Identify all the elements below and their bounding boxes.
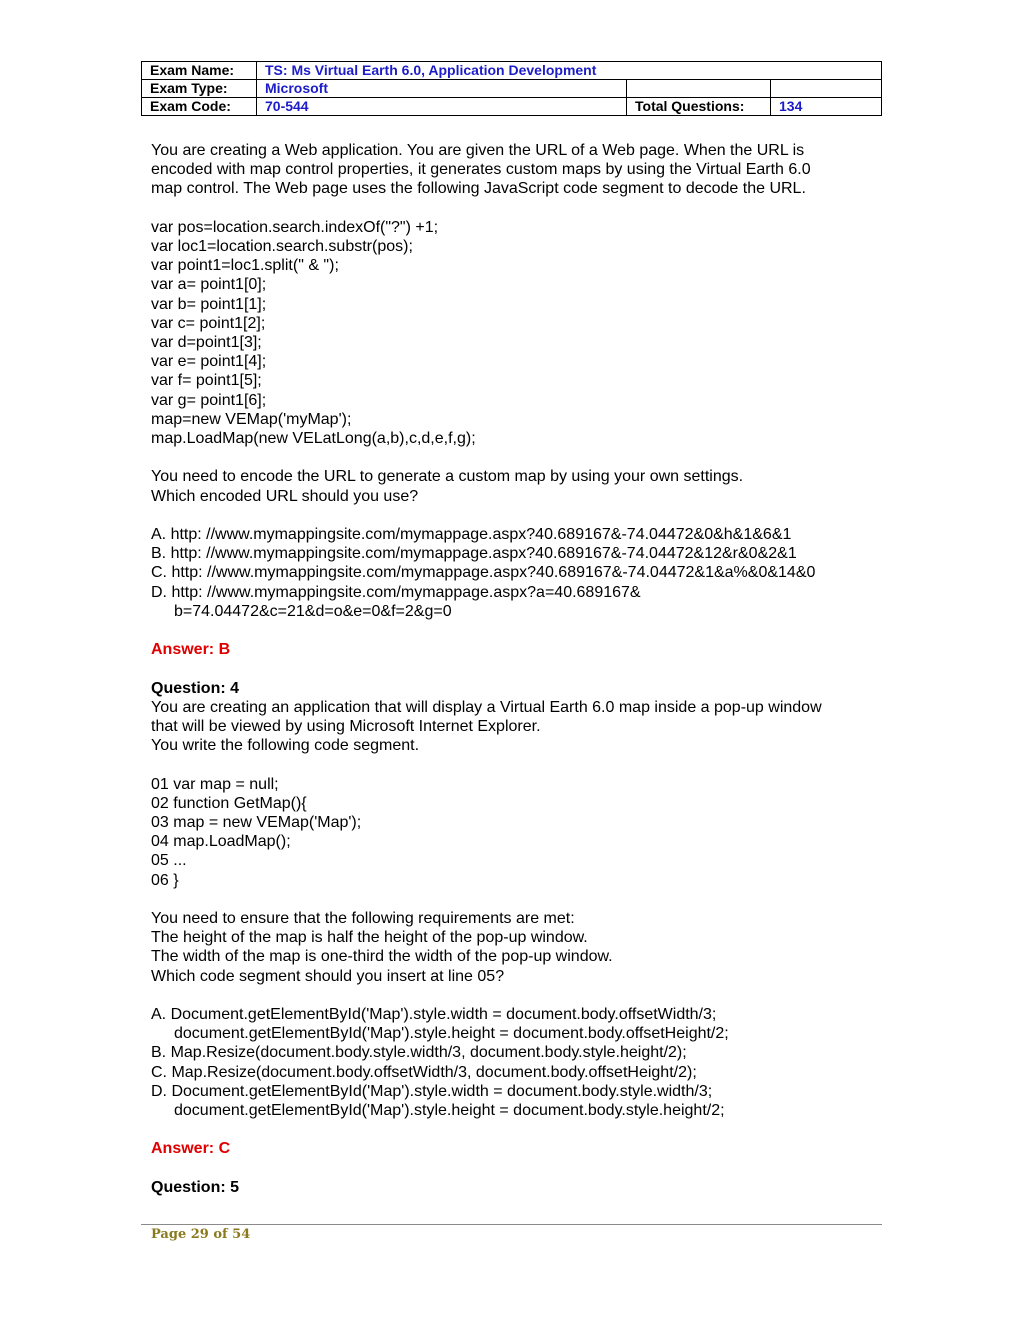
q4-intro-line: that will be viewed by using Microsoft Internet Explorer. <box>151 718 541 736</box>
q4-code-line: 06 } <box>151 871 179 889</box>
q4-code-line: 04 map.LoadMap(); <box>151 833 291 851</box>
q3-option-c: C. http: //www.mymappingsite.com/mymappage.aspx?40.689167&-74.04472&1&a%&0&14&0 <box>151 564 816 582</box>
q3-intro-line: encoded with map control properties, it generates custom maps by using the Virtual Earth 6.0 <box>151 161 811 179</box>
q4-option-a: A. Document.getElementById('Map').style.width = document.body.offsetWidth/3; <box>151 1006 717 1024</box>
q4-intro-line: You are creating an application that will display a Virtual Earth 6.0 map inside a pop-up window <box>151 698 822 716</box>
empty-cell <box>771 80 882 98</box>
q4-requirement-line: The width of the map is one-third the width of the pop-up window. <box>151 948 613 966</box>
exam-type-value: Microsoft <box>257 80 627 98</box>
q3-answer: Answer: B <box>151 641 231 659</box>
q3-code-line: map.LoadMap(new VELatLong(a,b),c,d,e,f,g); <box>151 430 476 448</box>
page-number: Page 29 of 54 <box>151 1227 251 1242</box>
q4-option-c: C. Map.Resize(document.body.offsetWidth/3, document.body.offsetHeight/2); <box>151 1063 697 1081</box>
q4-answer: Answer: C <box>151 1140 231 1158</box>
q3-code-line: map=new VEMap('myMap'); <box>151 410 352 428</box>
q4-code-line: 01 var map = null; <box>151 775 279 793</box>
q3-intro-line: map control. The Web page uses the following JavaScript code segment to decode the URL. <box>151 180 806 198</box>
q4-option-d: D. Document.getElementById('Map').style.width = document.body.style.width/3; <box>151 1082 713 1100</box>
total-questions-value: 134 <box>771 98 882 116</box>
q3-prompt-line: Which encoded URL should you use? <box>151 487 419 505</box>
exam-name-row <box>142 62 882 80</box>
q4-intro-line: You write the following code segment. <box>151 737 420 755</box>
q3-code-line: var d=point1[3]; <box>151 334 262 352</box>
exam-code-value: 70-544 <box>257 98 627 116</box>
q5-heading: Question: 5 <box>151 1178 240 1196</box>
q3-option-d-continued: b=74.04472&c=21&d=o&e=0&f=2&g=0 <box>174 602 452 620</box>
exam-type-label: Exam Type: <box>142 80 257 98</box>
exam-name-label: Exam Name: <box>142 62 257 80</box>
q3-code-line: var g= point1[6]; <box>151 391 267 409</box>
q4-option-a-continued: document.getElementById('Map').style.height = document.body.offsetHeight/2; <box>174 1025 729 1043</box>
q3-code-line: var b= point1[1]; <box>151 295 267 313</box>
exam-header-table <box>141 61 882 116</box>
q3-code-line: var e= point1[4]; <box>151 353 267 371</box>
q3-prompt-line: You need to encode the URL to generate a custom map by using your own settings. <box>151 468 744 486</box>
q3-option-d: D. http: //www.mymappingsite.com/mymappage.aspx?a=40.689167& <box>151 583 641 601</box>
q4-code-line: 05 ... <box>151 852 187 870</box>
q4-requirement-line: Which code segment should you insert at line 05? <box>151 967 505 985</box>
q3-code-line: var point1=loc1.split(" & "); <box>151 257 339 275</box>
document-body <box>151 141 871 1197</box>
q4-option-d-continued: document.getElementById('Map').style.height = document.body.style.height/2; <box>174 1102 725 1120</box>
q3-option-b: B. http: //www.mymappingsite.com/mymappage.aspx?40.689167&-74.04472&12&r&0&2&1 <box>151 545 797 563</box>
exam-code-label: Exam Code: <box>142 98 257 116</box>
q3-option-a: A. http: //www.mymappingsite.com/mymappage.aspx?40.689167&-74.04472&0&h&1&6&1 <box>151 526 792 544</box>
q3-code-line: var pos=location.search.indexOf("?") +1; <box>151 218 439 236</box>
exam-name-value: TS: Ms Virtual Earth 6.0, Application Development <box>257 62 882 80</box>
q3-intro-line: You are creating a Web application. You are given the URL of a Web page. When the URL is <box>151 142 805 159</box>
exam-code-row <box>142 98 882 116</box>
q4-code-line: 03 map = new VEMap('Map'); <box>151 814 362 832</box>
empty-cell <box>627 80 771 98</box>
q3-code-line: var f= point1[5]; <box>151 372 262 390</box>
q4-code-line: 02 function GetMap(){ <box>151 794 307 812</box>
q3-code-line: var c= point1[2]; <box>151 314 266 332</box>
total-questions-label: Total Questions: <box>627 98 771 116</box>
q4-requirement-line: You need to ensure that the following requirements are met: <box>151 910 575 928</box>
q4-option-b: B. Map.Resize(document.body.style.width/3, document.body.style.height/2); <box>151 1044 687 1062</box>
exam-type-row <box>142 80 882 98</box>
q4-heading: Question: 4 <box>151 679 240 697</box>
q4-requirement-line: The height of the map is half the height of the pop-up window. <box>151 929 588 947</box>
q3-code-line: var a= point1[0]; <box>151 276 267 294</box>
q3-code-line: var loc1=location.search.substr(pos); <box>151 238 413 255</box>
footer-divider <box>141 1224 882 1225</box>
